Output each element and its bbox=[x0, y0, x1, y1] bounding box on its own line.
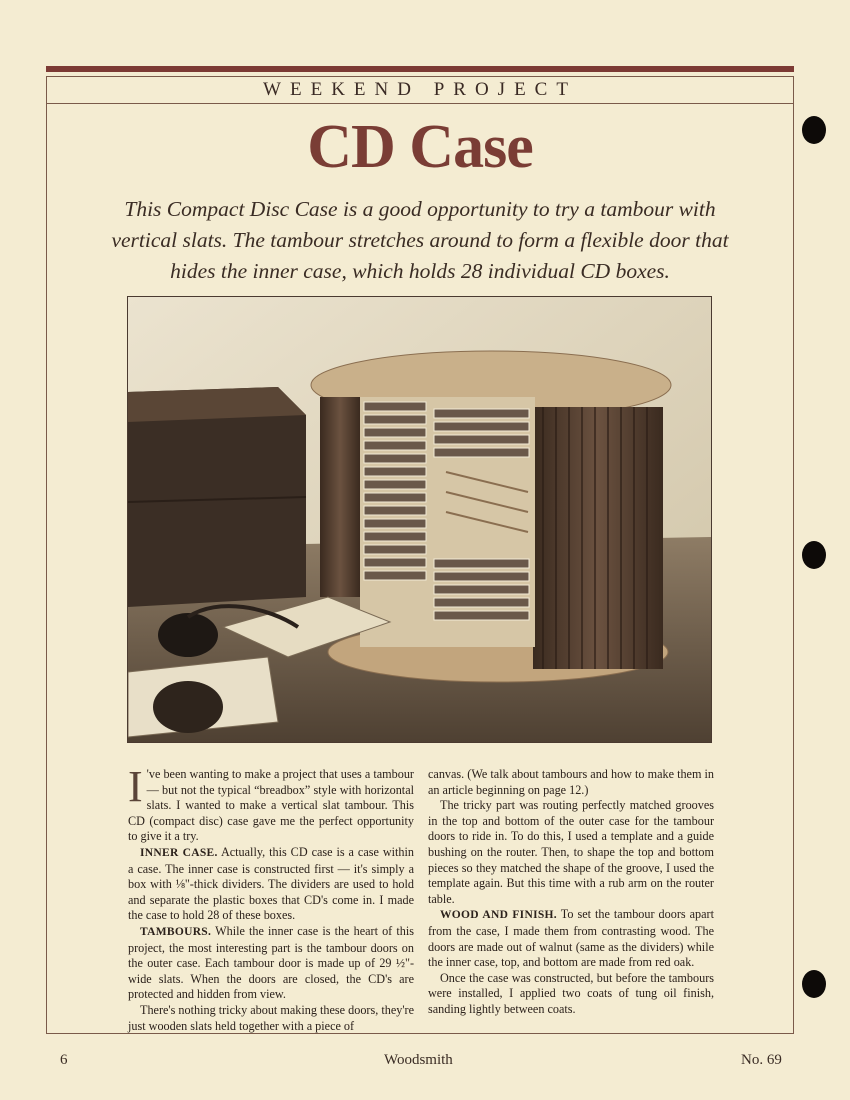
drop-cap: I bbox=[128, 762, 143, 811]
paragraph-inner-case bbox=[128, 845, 414, 924]
paragraph-canvas: canvas. (We talk about tambours and how to make them in an article beginning on page 12.) bbox=[428, 767, 714, 797]
paragraph-text: To set the tambour doors apart from the case, I made them from contrasting wood. The doors are made out of walnut (same as the dividers) while the inner case, top, and bottom are made from red oak. bbox=[428, 907, 714, 970]
run-in-heading: WOOD AND FINISH. bbox=[440, 909, 557, 922]
run-in-heading: INNER CASE. bbox=[140, 846, 218, 859]
deck-intro: This Compact Disc Case is a good opportunity to try a tambour with vertical slats. The tambour stretches around to form a flexible door that hides the inner case, which holds 28 individual CD boxes. bbox=[111, 197, 729, 283]
paragraph-tambours bbox=[128, 924, 414, 1003]
paragraph-finishing: Once the case was constructed, but before the tambours were installed, I applied two coats of tung oil finish, sanding lightly between coats. bbox=[428, 970, 714, 1016]
section-kicker: WEEKEND PROJECT bbox=[46, 76, 794, 104]
paragraph-intro bbox=[128, 762, 414, 845]
cd-case-illustration bbox=[128, 297, 712, 743]
run-in-heading: TAMBOURS. bbox=[140, 925, 212, 938]
paragraph-doors: There's nothing tricky about making these doors, they're just wooden slats held together with a piece of bbox=[128, 1002, 414, 1033]
article-body bbox=[128, 762, 715, 1033]
paragraph-routing: The tricky part was routing perfectly matched grooves in the top and bottom of the outer case for the tambour doors to ride in. To do this, I used a template and a guide bushing on the router. Then, to shape the top and bottom pieces so they matched the shape of the groove, I used the template again. But this time with a rub arm on the router table. bbox=[428, 798, 714, 906]
page-number: 6 bbox=[60, 1052, 68, 1068]
article-column-right bbox=[428, 767, 714, 1018]
top-rule bbox=[46, 66, 794, 72]
binder-hole bbox=[802, 970, 826, 998]
paragraph-text: 've been wanting to make a project that uses a tambour — but not the typical “breadbox” style with horizontal slats. I wanted to make a vertical slat tambour. This CD (compact disc) case gave me the perfect opportunity to give it a try. bbox=[128, 767, 414, 844]
binder-hole bbox=[802, 541, 826, 569]
binder-hole bbox=[802, 116, 826, 144]
issue-number: No. 69 bbox=[741, 1052, 782, 1068]
paragraph-text: Actually, this CD case is a case within a case. The inner case is constructed first — it's simply a box with ⅛"-thick dividers. The dividers are used to hold and separate the plastic boxes that CD's come in. I made the case to hold 28 of these boxes. bbox=[128, 844, 414, 923]
magazine-name: Woodsmith bbox=[384, 1052, 453, 1068]
article-column-left bbox=[128, 762, 414, 1034]
paragraph-wood-finish bbox=[428, 907, 714, 970]
cd-case-photo bbox=[127, 296, 712, 743]
paragraph-text: While the inner case is the heart of this project, the most interesting part is the tambour doors on the outer case. Each tambour door is made up of 29 ½"-wide slats. When the doors are closed, the CD's are protected and hidden from view. bbox=[128, 923, 414, 1002]
page-title: CD Case bbox=[307, 113, 533, 181]
